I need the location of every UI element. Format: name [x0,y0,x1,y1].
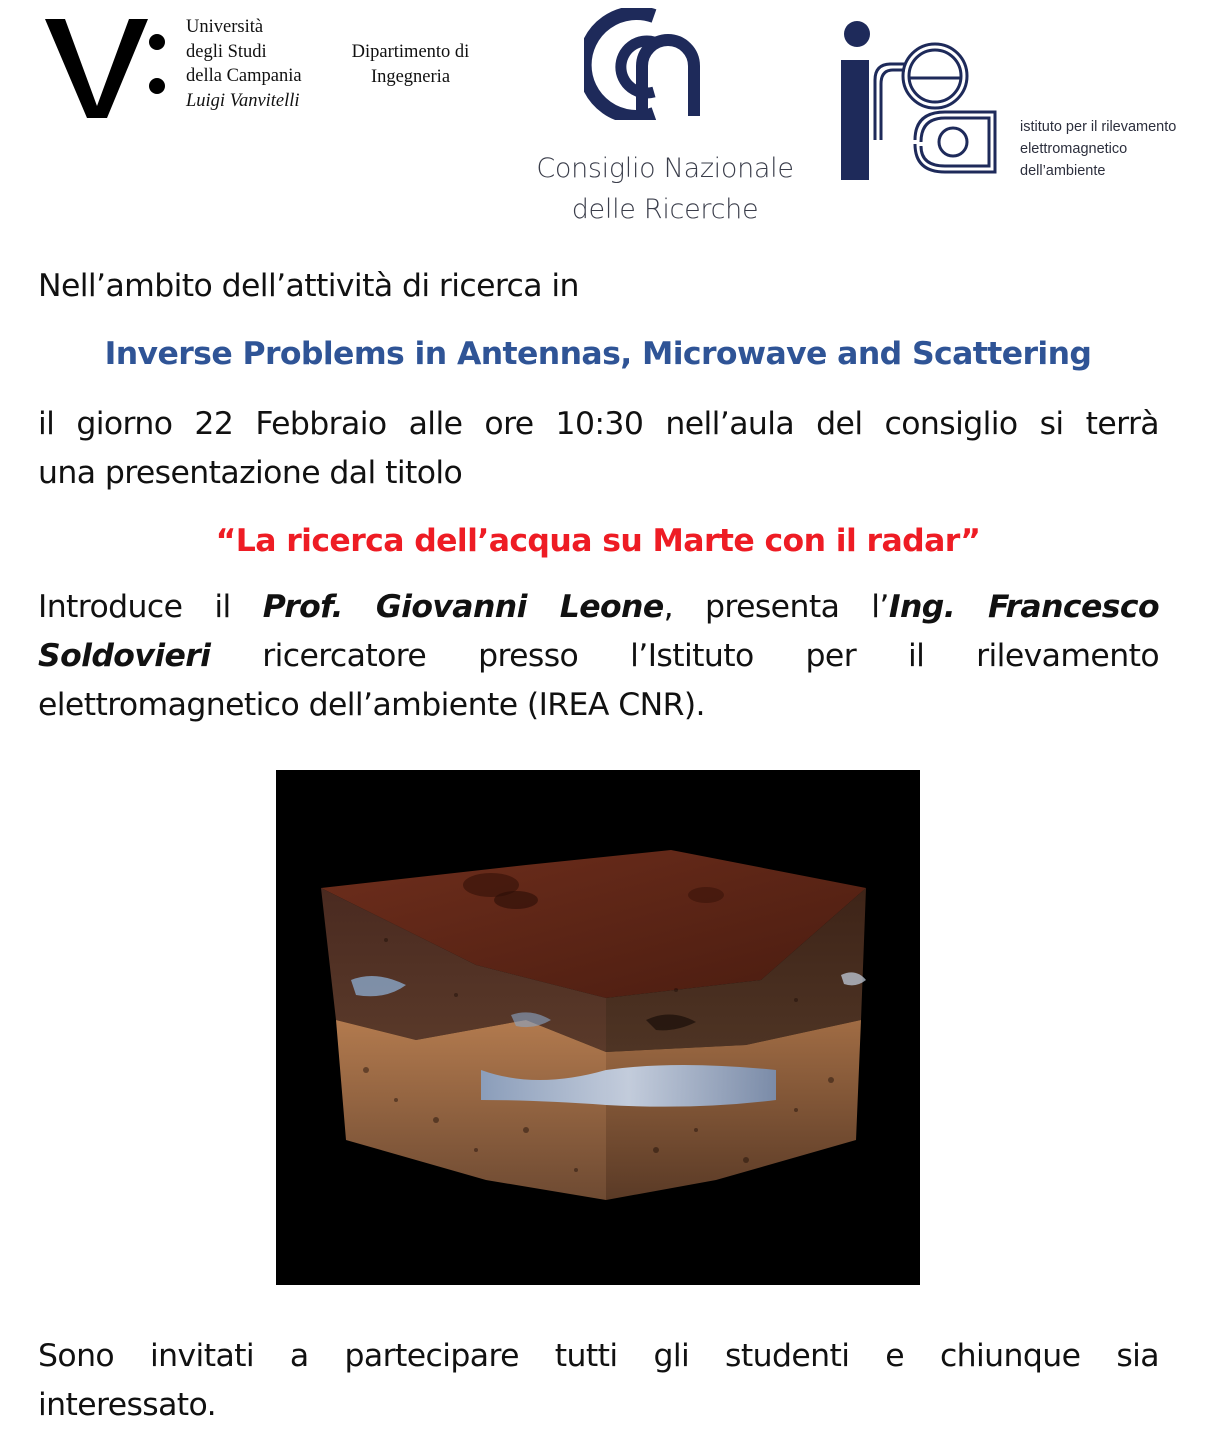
event-details-line: il giorno 22 Febbraio alle ore 10:30 nell’aula del consiglio si terrà [38,406,1159,442]
host-name: Prof. Giovanni Leone [262,589,664,625]
irea-logo-icon [835,20,1015,185]
presentation-title: “La ricerca dell’acqua su Marte con il radar” [215,523,981,559]
speaker-surname: Soldovieri [38,638,211,674]
department-line: Dipartimento di [351,42,470,62]
university-line: Università [186,17,264,37]
invitation-line: Sono invitati a partecipare tutti gli studenti e chiunque sia [38,1338,1159,1374]
irea-name [1020,116,1176,182]
speakers-line: elettromagnetico dell’ambiente (IREA CNR). [38,687,705,723]
text-run: Introduce il [38,589,263,625]
irea-line: elettromagnetico [1020,141,1128,157]
university-line: degli Studi [186,41,267,62]
intro-text: Nell’ambito dell’attività di ricerca in [38,268,579,304]
irea-line: istituto per il rilevamento [1020,119,1177,135]
cnr-line: Consiglio Nazionale [536,153,794,184]
event-details-line: una presentazione dal titolo [38,455,463,491]
cnr-line: delle Ricerche [571,194,759,225]
cnr-logo-icon [584,8,716,120]
university-logo-icon [45,14,175,119]
speakers-paragraph [38,583,1159,730]
invitation-line: interessato. [38,1387,217,1423]
cnr-name [520,148,810,230]
irea-line: dell’ambiente [1020,163,1106,179]
text-run: , presenta l’ [663,589,889,625]
university-line: Luigi Vanvitelli [186,90,300,111]
department-line: Ingegneria [370,66,451,87]
event-details [38,400,1159,498]
university-name [186,15,302,113]
svg-text:irea: irea [837,30,839,31]
speaker-name: Ing. Francesco [888,589,1160,625]
text-run: ricercatore presso l’Istituto per il rilevamento [210,638,1159,674]
invitation-text [38,1332,1159,1430]
research-topic: Inverse Problems in Antennas, Microwave and Scattering [104,336,1092,372]
university-line: della Campania [186,66,302,86]
mars-subsurface-image [276,770,920,1285]
speakers-line [38,583,1159,632]
speakers-line [38,632,1159,681]
department-name [338,40,483,89]
